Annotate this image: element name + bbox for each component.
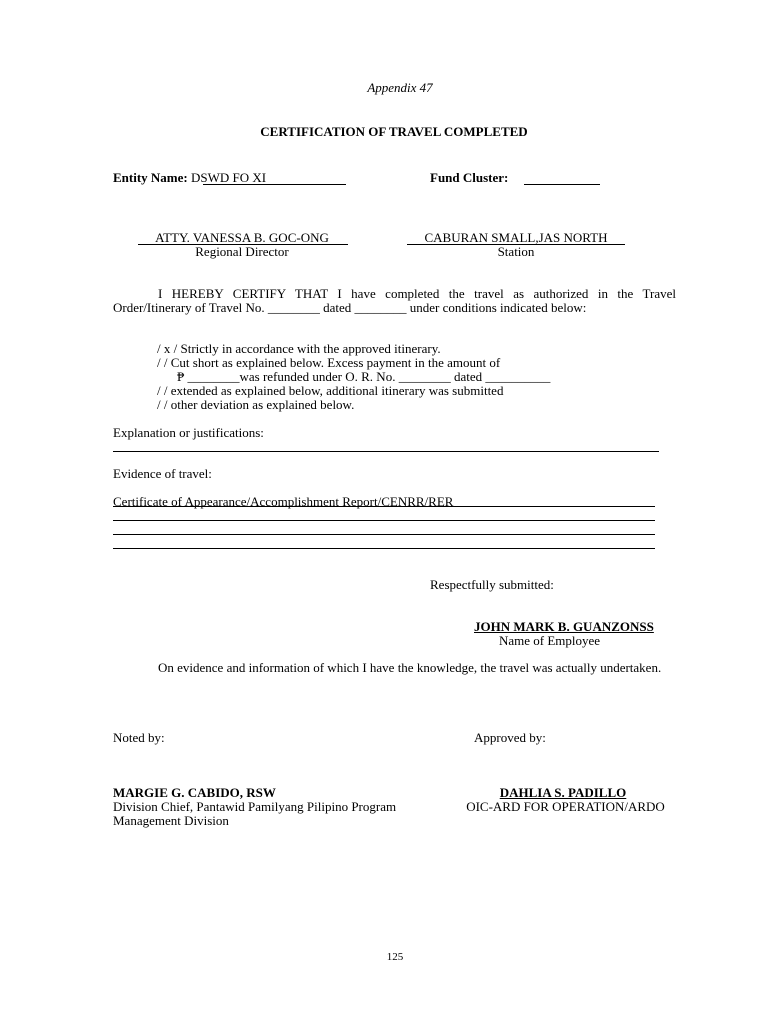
approver-title: OIC-ARD FOR OPERATION/ARDO xyxy=(466,799,665,814)
entity-name-row xyxy=(113,170,266,185)
condition-extended: / / extended as explained below, additional itinerary was submitted xyxy=(157,383,504,398)
explanation-line xyxy=(113,451,659,452)
document-title: CERTIFICATION OF TRAVEL COMPLETED xyxy=(260,124,528,139)
regional-director-name: ATTY. VANESSA B. GOC-ONG xyxy=(155,230,329,245)
condition-other: / / other deviation as explained below. xyxy=(157,397,355,412)
page-number: 125 xyxy=(386,951,404,963)
evidence-label: Evidence of travel: xyxy=(113,466,212,481)
station-label: Station xyxy=(497,244,535,259)
certify-text: I HEREBY CERTIFY THAT I have completed the travel as authorized in the Travel Order/Itinerary of Travel No. ________ dated ________ under conditions indicated below: xyxy=(113,286,676,315)
evidence-value: Certificate of Appearance/Accomplishment Report/CENRR/RER xyxy=(113,494,454,509)
entity-name-label: Entity Name: xyxy=(113,170,188,185)
employee-name: JOHN MARK B. GUANZONSS xyxy=(474,619,654,634)
evidence-line-1 xyxy=(113,506,655,507)
approver-name: DAHLIA S. PADILLO xyxy=(499,785,627,800)
entity-name-underline xyxy=(203,184,346,185)
appendix-label: Appendix 47 xyxy=(367,80,433,95)
evidence-statement: On evidence and information of which I have the knowledge, the travel was actually undertaken. xyxy=(158,660,662,675)
condition-strict: / x / Strictly in accordance with the approved itinerary. xyxy=(157,341,441,356)
noter-name: MARGIE G. CABIDO, RSW xyxy=(113,785,276,800)
noted-by-label: Noted by: xyxy=(113,730,165,745)
regional-director-title: Regional Director xyxy=(195,244,289,259)
evidence-line-3 xyxy=(113,534,655,535)
fund-cluster-underline xyxy=(524,184,600,185)
certify-paragraph xyxy=(113,287,676,315)
evidence-line-2 xyxy=(113,520,655,521)
condition-refund: ₱ ________was refunded under O. R. No. ________ dated __________ xyxy=(177,369,551,384)
evidence-statement-paragraph xyxy=(113,661,676,675)
approved-by-label: Approved by: xyxy=(474,730,546,745)
explanation-label: Explanation or justifications: xyxy=(113,425,264,440)
station-name: CABURAN SMALL,JAS NORTH xyxy=(424,230,608,245)
noter-title-line-2: Management Division xyxy=(113,813,229,828)
respectfully-submitted: Respectfully submitted: xyxy=(430,577,554,592)
condition-cut-short: / / Cut short as explained below. Excess payment in the amount of xyxy=(157,355,501,370)
employee-label: Name of Employee xyxy=(499,633,601,648)
entity-name-value: DSWD FO XI xyxy=(191,170,267,185)
noter-title-line-1: Division Chief, Pantawid Pamilyang Pilipino Program xyxy=(113,799,397,814)
fund-cluster-label: Fund Cluster: xyxy=(430,170,509,185)
evidence-line-4 xyxy=(113,548,655,549)
